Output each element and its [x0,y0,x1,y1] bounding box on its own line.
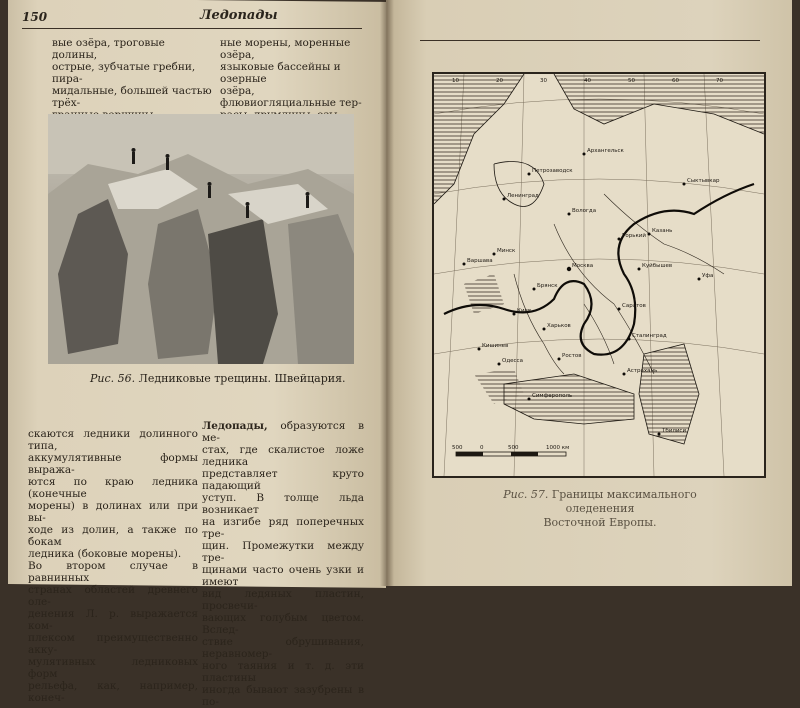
city-label: Варшава [467,258,493,264]
city-label: Ленинград [507,193,539,199]
city-label: Тбилиси [662,428,687,434]
entry-heading-line [202,420,364,444]
text-line: мидальные, большей частью трёх- [52,85,212,109]
city-label: Сталинград [632,333,667,339]
city-label: Кишинев [482,343,509,349]
text-line: вид ледяных пластин, просвечи- [202,588,364,612]
city-label: Ростов [562,353,582,359]
text-line: мулятивных ледниковых форм [28,656,198,680]
map-caption-text: Границы максимального оледенения [551,488,697,515]
longitude-label: 30 [540,78,547,84]
book-gutter [380,0,394,586]
city-label: Сыктывкар [687,178,720,184]
city-label: Симферополь [532,393,573,399]
city-label: Одесса [502,358,523,364]
scale-label: 500 [452,445,463,451]
longitude-label: 20 [496,78,503,84]
city-label: Астрахань [627,368,658,374]
photo-caption [90,372,346,385]
text-line: вые озёра, троговые долины, [52,37,165,61]
city-label: Москва [572,263,594,269]
text-line: вающих голубым цветом. Вслед- [202,612,364,636]
city-label: Вологда [572,208,597,214]
text-line: озёра, флювиогляциальные тер- [220,85,362,109]
city-label: Саратов [622,303,646,309]
city-label: Казань [652,228,673,234]
bottom-column-left [28,428,198,704]
running-head: Ледопады [200,8,278,23]
city-label: Киев [517,308,532,314]
glaciation-map [432,72,766,478]
figure-label: Рис. 56. [90,372,136,385]
text-line: рельефа, как, например, конеч- [28,680,198,704]
city-label: Харьков [547,323,571,329]
glacier-crevasses-photo [48,114,354,364]
text-line: морены) в долинах или при вы- [28,500,198,524]
text-line: денения Л. р. выражается ком- [28,608,198,632]
city-label: Минск [497,248,516,254]
longitude-label: 10 [452,78,459,84]
entry-heading: Ледопады, [202,420,268,432]
text-line: ные морены, моренные озёра, [220,37,351,61]
city-label: Архангельск [587,148,624,154]
text-line: ледника (боковые морены). [28,548,182,560]
scale-label: 0 [480,445,484,451]
text-line: острые, зубчатые гребни, пира- [52,61,196,85]
text-line: иногда бывают зазубрены в по- [202,684,364,708]
map-drawing [434,74,764,476]
text-fragment: образуются в ме- [202,420,364,444]
text-line: ходе из долин, а также по бокам [28,524,198,548]
text-line: ного таяния и т. д. эти пластины [202,660,364,684]
text-line: языковые бассейны и озерные [220,61,341,85]
scale-label: 1000 км [546,445,570,451]
city-label: Петрозаводск [532,168,573,174]
text-line: аккумулятивные формы выража- [28,452,198,476]
page-number: 150 [22,10,48,24]
text-line: странах областей древнего оле- [28,584,198,608]
city-label: Брянск [537,283,558,289]
photo-illustration [48,114,354,364]
city-label: Уфа [702,273,714,279]
text-line: стах, где скалистое ложе ледника [202,444,364,468]
map-caption-line [470,488,730,516]
text-line: на изгибе ряд поперечных тре- [202,516,364,540]
scale-label: 500 [508,445,519,451]
text-line: Во втором случае в равнинных [28,560,198,584]
text-line: скаются ледники долинного типа, [28,428,198,452]
longitude-label: 40 [584,78,591,84]
text-line: щинами часто очень узки и имеют [202,564,364,588]
bottom-column-right [202,420,364,708]
longitude-label: 60 [672,78,679,84]
text-line: уступ. В толще льда возникает [202,492,364,516]
map-scale-bar [452,445,569,456]
text-line: ствие обрушивания, неравномер- [202,636,364,660]
longitude-label: 70 [716,78,723,84]
city-label: Горький [622,233,646,239]
city-label: Куйбышев [642,263,673,269]
longitude-label: 50 [628,78,635,84]
figure-title: Ледниковые трещины. Швейцария. [138,372,346,385]
text-line: плексом преимущественно акку- [28,632,198,656]
map-caption [470,488,730,530]
right-header-rule [420,40,760,41]
header-rule [22,28,362,29]
figure-label: Рис. 57. [503,488,549,501]
text-line: щин. Промежутки между тре- [202,540,364,564]
text-line: представляет круто падающий [202,468,364,492]
map-caption-line: Восточной Европы. [543,516,657,529]
text-line: ются по краю ледника (конечные [28,476,198,500]
